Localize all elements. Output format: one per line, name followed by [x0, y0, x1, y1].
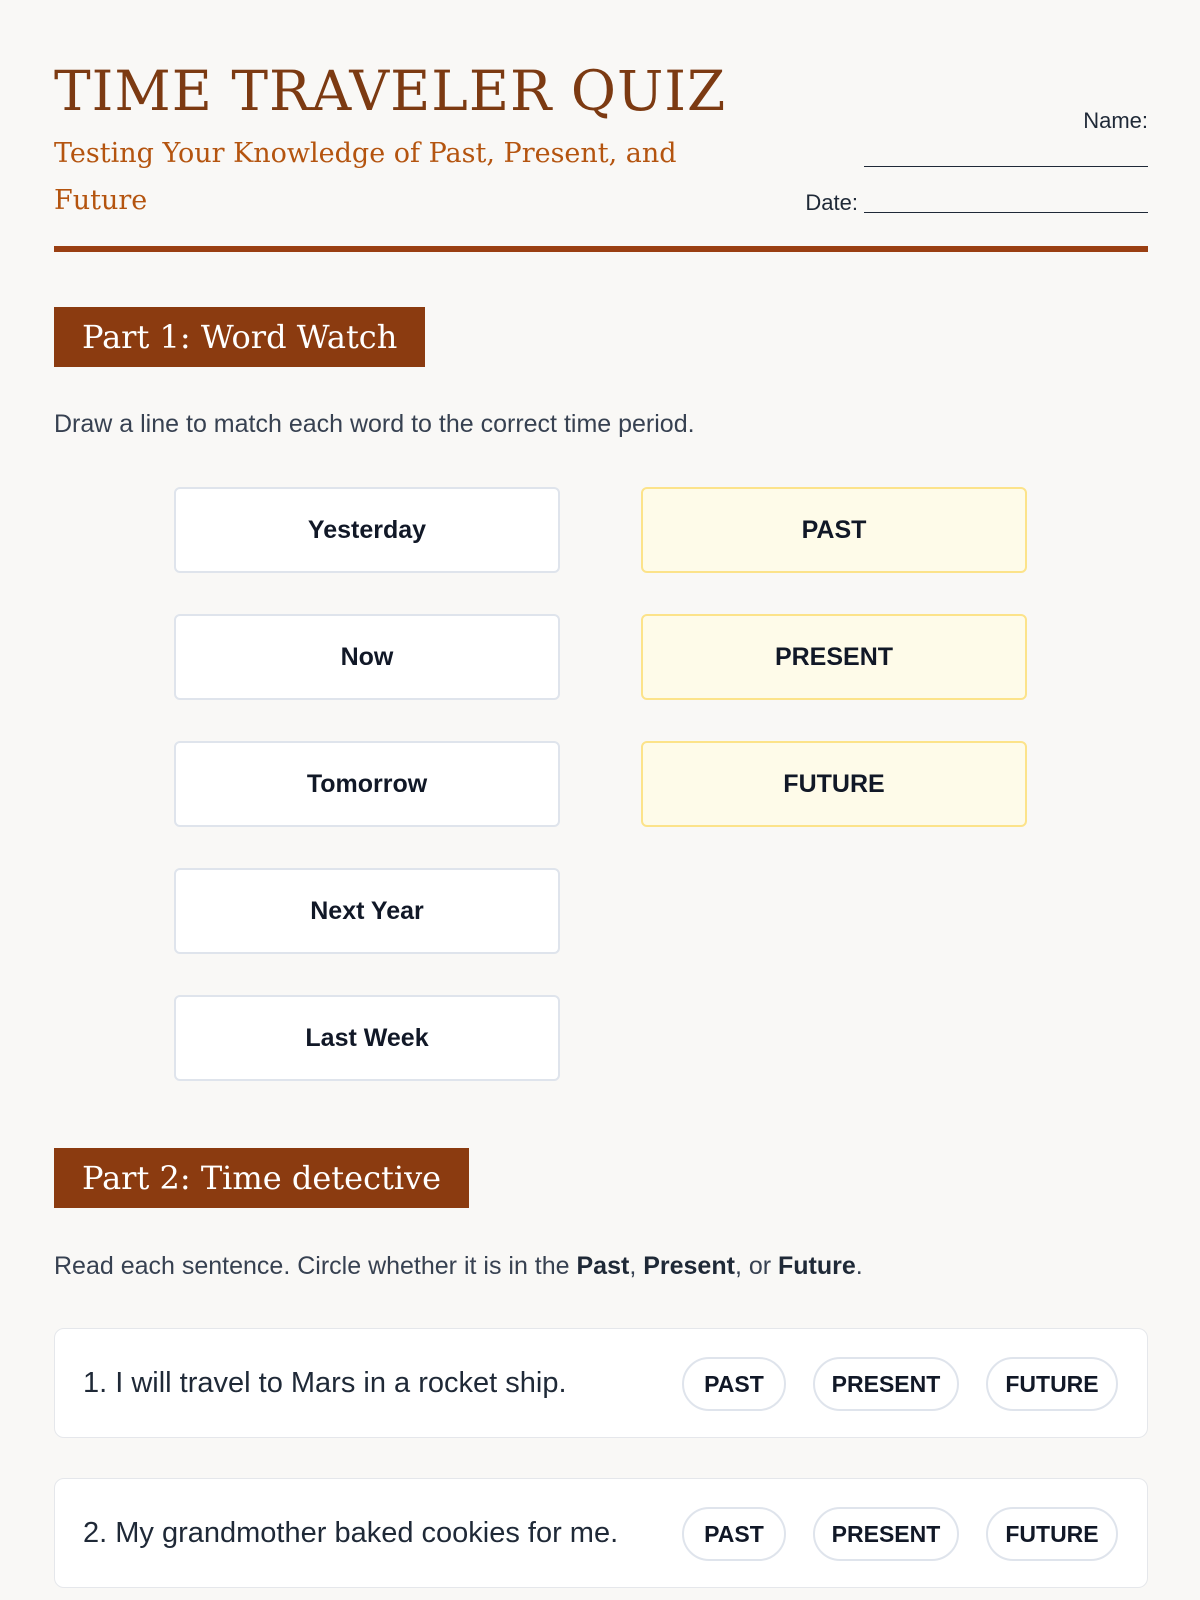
option-present[interactable]: PRESENT — [813, 1357, 959, 1411]
date-field[interactable] — [864, 212, 1148, 213]
instr-sep-1: , — [629, 1252, 644, 1280]
worksheet-header — [54, 0, 1148, 256]
word-box-last-week[interactable]: Last Week — [174, 995, 560, 1081]
part1-heading: Part 1: Word Watch — [54, 307, 425, 367]
page-title: TIME TRAVELER QUIZ — [54, 59, 727, 123]
instr-present: Present — [643, 1252, 735, 1280]
part2-instructions-text: Read each sentence. Circle whether it is in the — [54, 1252, 577, 1280]
name-label: Name: — [1083, 108, 1148, 133]
instr-sep-2: , or — [734, 1252, 779, 1280]
word-box-yesterday[interactable]: Yesterday — [174, 487, 560, 573]
word-box-now[interactable]: Now — [174, 614, 560, 700]
name-field[interactable] — [864, 166, 1148, 167]
sentence-text: 2. My grandmother baked cookies for me. — [83, 1517, 619, 1549]
option-future[interactable]: FUTURE — [986, 1507, 1118, 1561]
page-subtitle: Testing Your Knowledge of Past, Present, and Future — [54, 138, 677, 216]
option-future[interactable]: FUTURE — [986, 1357, 1118, 1411]
sentence-card — [54, 1478, 1148, 1588]
period-box-past[interactable]: PAST — [641, 487, 1027, 573]
sentence-card — [54, 1328, 1148, 1438]
option-present[interactable]: PRESENT — [813, 1507, 959, 1561]
part1-instructions: Draw a line to match each word to the correct time period. — [54, 410, 695, 438]
option-past[interactable]: PAST — [682, 1357, 786, 1411]
worksheet-page — [54, 0, 1148, 1549]
period-box-future[interactable]: FUTURE — [641, 741, 1027, 827]
date-label: Date: — [805, 190, 858, 215]
word-box-next-year[interactable]: Next Year — [174, 868, 560, 954]
sentence-text: 1. I will travel to Mars in a rocket ship. — [83, 1367, 567, 1399]
instr-end: . — [855, 1252, 863, 1280]
instr-future: Future — [778, 1252, 856, 1280]
instr-past: Past — [576, 1252, 630, 1280]
header-divider — [54, 246, 1148, 252]
period-box-present[interactable]: PRESENT — [641, 614, 1027, 700]
option-past[interactable]: PAST — [682, 1507, 786, 1561]
word-box-tomorrow[interactable]: Tomorrow — [174, 741, 560, 827]
part2-heading: Part 2: Time detective — [54, 1148, 469, 1208]
part2-instructions — [54, 1252, 863, 1281]
